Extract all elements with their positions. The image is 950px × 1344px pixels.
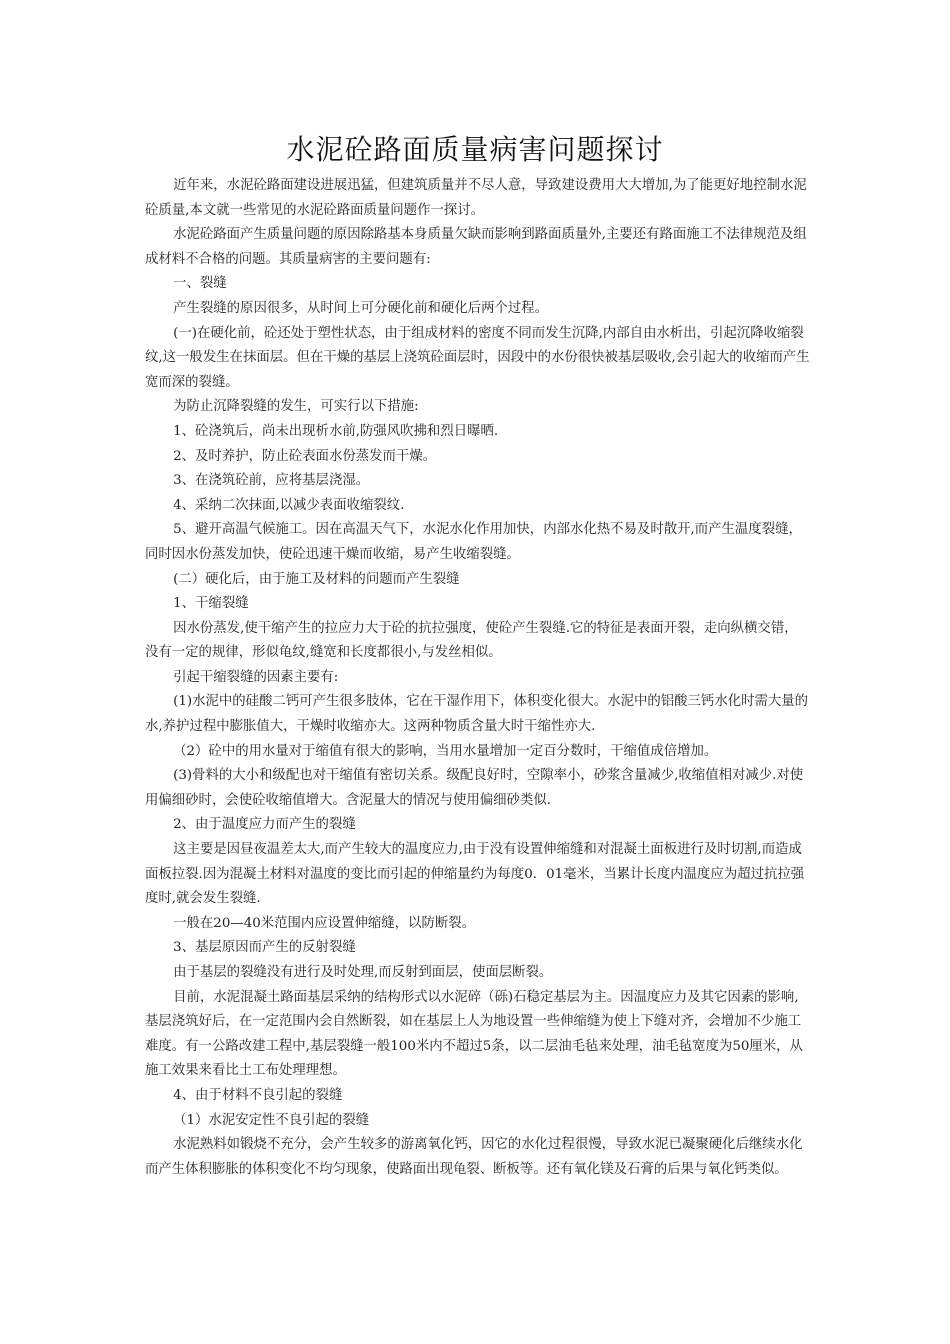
subheading-reflection: 3、基层原因而产生的反射裂缝 <box>173 940 356 956</box>
factor-1: (1)水泥中的硅酸二钙可产生很多肢体，它在干湿作用下，体积变化很大。水泥中的铝酸三钙水化时需大量的水,养护过程中膨胀值大，干燥时收缩亦大。这两种物质含量大时干缩性亦大. <box>145 694 809 735</box>
list-item-3: 3、在浇筑砼前，应将基层浇湿。 <box>173 473 370 489</box>
paragraph-reflection: 由于基层的裂缝没有进行及时处理,而反射到面层，使面层断裂。 <box>173 965 553 980</box>
subheading-materials: 4、由于材料不良引起的裂缝 <box>173 1087 343 1103</box>
paragraph-temperature: 这主要是因昼夜温差太大,而产生较大的温度应力,由于没有设置伸缩缝和对混凝土面板进行及时切割,而造成面板拉裂.因为混凝土材料对温度的变比而引起的伸缩量约为每度0．01毫米，当累计长度内温度应为超过抗拉强度时,就会发生裂缝. <box>145 842 805 907</box>
paragraph-before-hardening: (一)在硬化前，砼还处于塑性状态，由于组成材料的密度不同而发生沉降,内部自由水析出，引起沉降收缩裂纹,这一般发生在抹面层。但在干燥的基层上浇筑砼面层时，因段中的水份很快被基层吸收,会引起大的收缩而产生宽而深的裂缝。 <box>145 325 810 390</box>
list-item-1: 1、砼浇筑后，尚未出现析水前,防强风吹拂和烈日曝晒. <box>173 423 499 439</box>
paragraph-base-layer: 目前，水泥混凝土路面基层采纳的结构形式以水泥碎（砾)石稳定基层为主。因温度应力及其它因素的影响,基层浇筑好后，在一定范围内会自然断裂，如在基层上人为地设置一些伸缩缝为使上下缝对齐，会增加不少施工难度。有一公路改建工程中,基层裂缝一般100米内不超过5条，以二层油毛毡来处理，油毛毡宽度为50厘米，从施工效果来看比土工布处理理想。 <box>145 989 803 1079</box>
list-item-2: 2、及时养护，防止砼表面水份蒸发而干燥。 <box>173 448 437 464</box>
paragraph-cement-stability: 水泥熟料如锻烧不充分，会产生较多的游离氧化钙，因它的水化过程很慢，导致水泥已凝聚硬化后继续水化而产生体积膨胀的体积变化不均匀现象，使路面出现龟裂、断板等。还有氧化镁及石膏的后果与氧化钙类似。 <box>145 1137 803 1177</box>
subheading-cement-stability: （1）水泥安定性不良引起的裂缝 <box>173 1112 370 1128</box>
heading-after-hardening: (二）硬化后，由于施工及材料的问题而产生裂缝 <box>173 571 460 587</box>
paragraph-intro: 近年来，水泥砼路面建设进展迅猛，但建筑质量并不尽人意，导致建设费用大大增加,为了能更好地控制水泥砼质量,本文就一些常见的水泥砼路面质量问题作一探讨。 <box>145 178 807 218</box>
subheading-dry-shrinkage: 1、干缩裂缝 <box>173 596 249 612</box>
list-item-4: 4、采纳二次抹面,以减少表面收缩裂纹. <box>173 497 405 513</box>
factor-2: （2）砼中的用水量对于缩值有很大的影响，当用水量增加一定百分数时，干缩值成倍增加。 <box>173 743 718 759</box>
paragraph-dry-shrinkage: 因水份蒸发,使干缩产生的拉应力大于砼的抗拉强度，使砼产生裂缝.它的特征是表面开裂，走向纵横交错，没有一定的规律，形似龟纹,缝宽和长度都很小,与发丝相似。 <box>145 620 798 661</box>
paragraph-prevention-intro: 为防止沉降裂缝的发生，可实行以下措施: <box>173 399 419 415</box>
paragraph-causes: 水泥砼路面产生质量问题的原因除路基本身质量欠缺而影响到路面质量外,主要还有路面施工不法律规范及组成材料不合格的问题。其质量病害的主要问题有: <box>145 227 807 267</box>
heading-cracks: 一、裂缝 <box>173 276 227 292</box>
paragraph-expansion-joints: 一般在20—40米范围内应设置伸缩缝，以防断裂。 <box>173 915 476 931</box>
page-title: 水泥砼路面质量病害问题探讨 <box>286 133 664 166</box>
list-item-5: 5、避开高温气候施工。因在高温天气下，水泥水化作用加快，内部水化热不易及时散开,而产生温度裂缝，同时因水份蒸发加快，使砼迅速干燥而收缩，易产生收缩裂缝。 <box>145 522 802 562</box>
paragraph-crack-causes: 产生裂缝的原因很多，从时间上可分硬化前和硬化后两个过程。 <box>173 300 549 316</box>
paragraph-factors-intro: 引起干缩裂缝的因素主要有: <box>173 669 339 685</box>
factor-3: (3)骨料的大小和级配也对干缩值有密切关系。级配良好时，空隙率小，砂浆含量减少,收缩值相对减少.对使用偏细砂时，会使砼收缩值增大。含泥量大的情况与使用偏细砂类似. <box>145 768 804 808</box>
subheading-temperature: 2、由于温度应力而产生的裂缝 <box>173 817 356 833</box>
document-body <box>145 174 810 1182</box>
